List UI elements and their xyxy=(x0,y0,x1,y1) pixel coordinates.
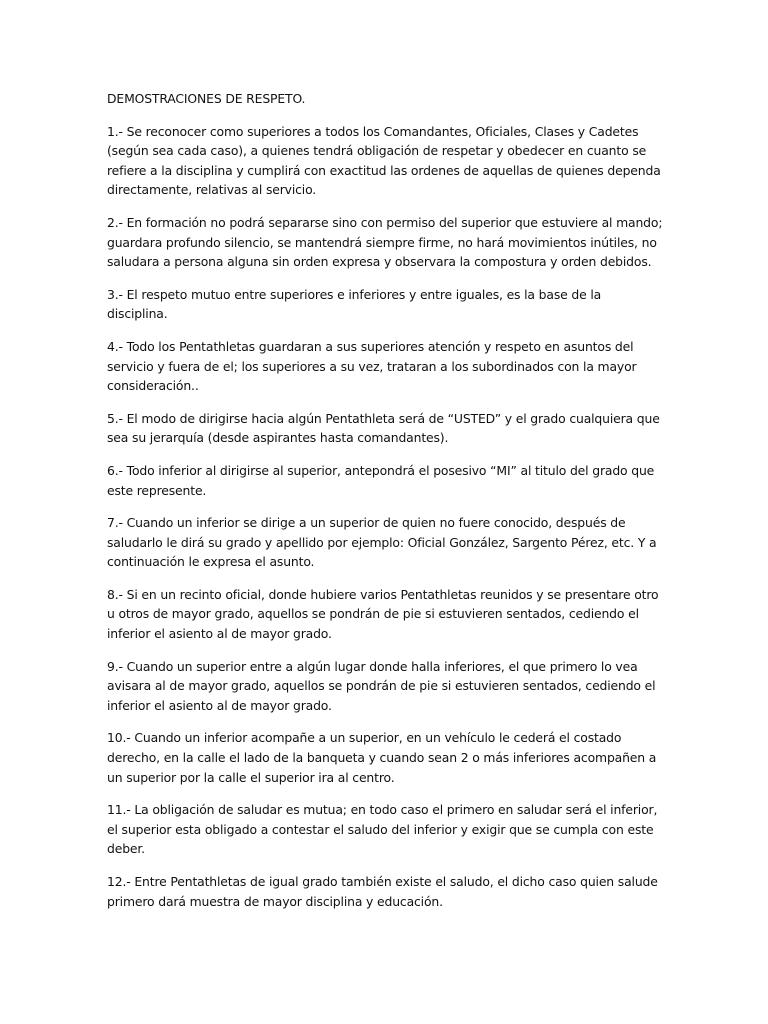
document-body xyxy=(107,89,663,924)
paragraph-11: 11.- La obligación de saludar es mutua; en todo caso el primero en saludar será el inferior, el superior esta obligado a contestar el saludo del inferior y exigir que se cumpla con este deber. xyxy=(107,802,658,857)
paragraph-8: 8.- Si en un recinto oficial, donde hubiere varios Pentathletas reunidos y se presentare otro u otros de mayor grado, aquellos se pondrán de pie si estuvieren sentados, cediendo el inferior el asiento al de mayor grado. xyxy=(107,586,659,642)
paragraph-6: 6.- Todo inferior al dirigirse al superior, antepondrá el posesivo “MI” al titulo del grado que este represente. xyxy=(107,462,655,498)
paragraph-9: 9.- Cuando un superior entre a algún lugar donde halla inferiores, el que primero lo vea avisara al de mayor grado, aquellos se pondrán de pie si estuvieren sentados, cediendo el inferior el asiento al de mayor grado. xyxy=(107,658,656,713)
paragraph-4: 4.- Todo los Pentathletas guardaran a sus superiores atención y respeto en asuntos del servicio y fuera de el; los superiores a su vez, trataran a los subordinados con la mayor consideración.. xyxy=(107,338,637,394)
paragraph-3: 3.- El respeto mutuo entre superiores e inferiores y entre iguales, es la base de la disciplina. xyxy=(107,286,602,322)
paragraph-12: 12.- Entre Pentathletas de igual grado también existe el saludo, el dicho caso quien salude primero dará muestra de mayor disciplina y educación. xyxy=(107,874,658,909)
paragraph-2: 2.- En formación no podrá separarse sino con permiso del superior que estuviere al mando; guardara profundo silencio, se mantendrá siempre firme, no hará movimientos inútiles, no saludara a persona alguna sin orden expresa y observara la compostura y orden debidos. xyxy=(107,214,663,270)
paragraph-10: 10.- Cuando un inferior acompañe a un superior, en un vehículo le cederá el costado derecho, en la calle el lado de la banqueta y cuando sean 2 o más inferiores acompañen a un superior por la calle el superior ira al centro. xyxy=(107,730,657,785)
paragraph-7: 7.- Cuando un inferior se dirige a un superior de quien no fuere conocido, después de saludarlo le dirá su grado y apellido por ejemplo: Oficial González, Sargento Pérez, etc. Y a continuación le expresa el asunto. xyxy=(107,515,657,570)
paragraph-1: 1.- Se reconocer como superiores a todos los Comandantes, Oficiales, Clases y Cadetes (según sea cada caso), a quienes tendrá obligación de respetar y obedecer en cuanto se refiere a la disciplina y cumplirá con exactitud las ordenes de aquellas de quienes dependa directamente, relativas al servicio. xyxy=(107,123,661,198)
paragraph-5: 5.- El modo de dirigirse hacia algún Pentathleta será de “USTED” y el grado cualquiera que sea su jerarquía (desde aspirantes hasta comandantes). xyxy=(107,410,660,446)
document-title: DEMOSTRACIONES DE RESPETO. xyxy=(107,91,306,106)
